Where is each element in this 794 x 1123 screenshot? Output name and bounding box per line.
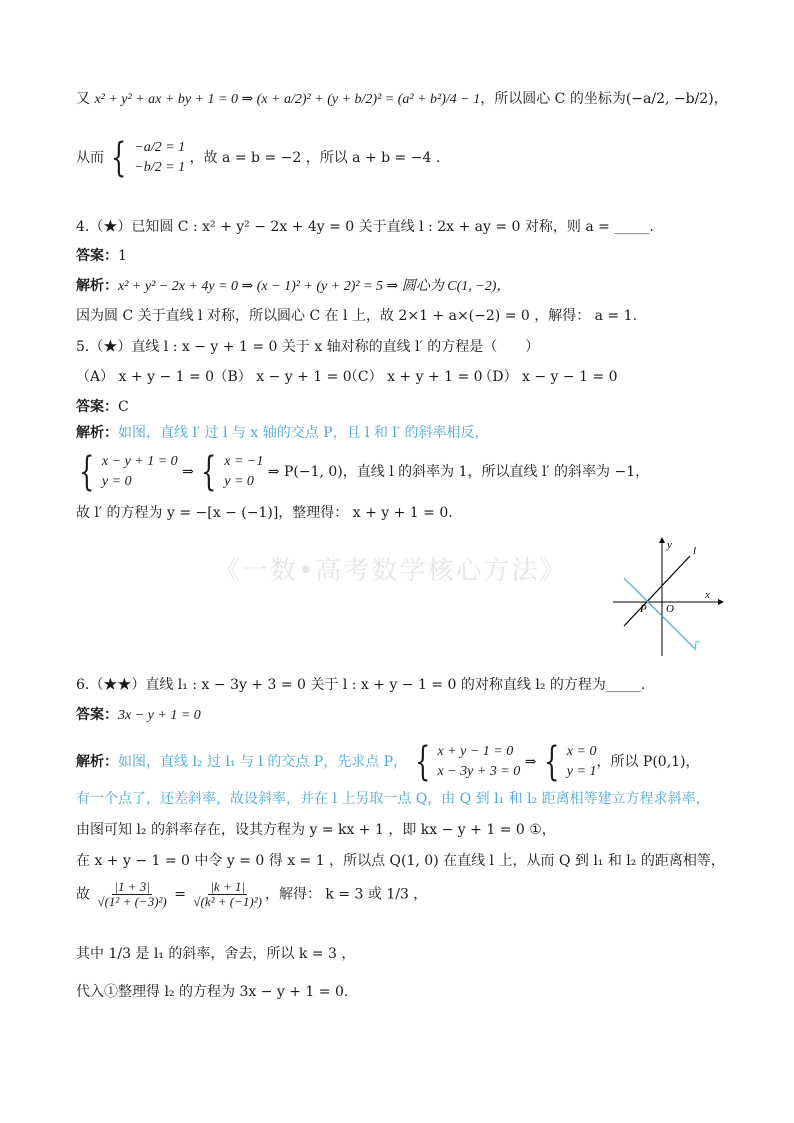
q5-option-a: （A） x + y − 1 = 0 <box>76 369 215 385</box>
q6-sol-5-tail: ，解得： k = 3 或 1/3 ， <box>264 886 428 903</box>
q6-answer-value: 3x − y + 1 = 0 <box>118 708 201 723</box>
watermark: 《一数•高考数学核心方法》 <box>214 556 568 586</box>
implies-icon: ⇒ <box>182 464 194 480</box>
q5-sol-label: 解析： <box>76 425 118 441</box>
q4-solution-1 <box>76 277 510 296</box>
q6-answer <box>76 706 201 725</box>
q6-sol-5-lead: 故 <box>76 886 90 903</box>
q6-solution-hint-2: 有一个点了，还差斜率，故设斜率，并在 l 上另取一点 Q，由 Q 到 l₁ 和 l₂ 距离相等建立方程求斜率， <box>76 791 710 807</box>
q5-system-a <box>102 452 178 492</box>
implies-icon: ⇒ <box>524 754 537 770</box>
q6-solution-7: 代入①整理得 l₂ 的方程为 3x − y + 1 = 0. <box>76 984 349 1000</box>
top-line-2-lead: 从而 <box>76 150 104 166</box>
line-l-label: l <box>693 545 697 557</box>
origin-label: O <box>666 603 674 615</box>
q5-stem: 5.（★）直线 l : x − y + 1 = 0 关于 x 轴对称的直线 l′ 的方程是（ ） <box>76 339 540 355</box>
q4-answer-label: 答案： <box>76 248 118 264</box>
q5-answer-value: C <box>118 399 129 415</box>
q5-system-b <box>224 452 263 492</box>
q6-solution-4: 在 x + y − 1 = 0 中令 y = 0 得 x = 1 ，所以点 Q(1, 0) 在直线 l 上，从而 Q 到 l₁ 和 l₂ 的距离相等， <box>76 853 725 869</box>
q6-solution-1 <box>76 739 700 785</box>
q6-system-b-row-1: x = 0 <box>566 744 597 759</box>
system-ab-row-1: −a/2 = 1 <box>134 140 186 155</box>
brace-icon: { <box>414 739 430 785</box>
q5-system-a-row-2: y = 0 <box>101 474 132 489</box>
system-ab-row-2: −b/2 = 1 <box>134 160 186 175</box>
q5-figure <box>610 536 725 661</box>
q6-solution-3: 由图可知 l₂ 的斜率存在，设其方程为 y = kx + 1 ，即 kx − y + 1 = 0 ①， <box>76 822 556 838</box>
fraction-1-denominator: √(1² + (−3)²) <box>97 894 167 909</box>
q4-stem: 4.（★）已知圆 C : x² + y² − 2x + 4y = 0 关于直线 l : 2x + ay = 0 对称，则 a = _____. <box>76 219 654 235</box>
q5-system-b-row-2: y = 0 <box>224 474 254 489</box>
q4-sol-label: 解析： <box>76 278 118 294</box>
fraction-1 <box>95 880 168 909</box>
q5-answer-label: 答案： <box>76 399 118 415</box>
q6-solution-5: 故 $\frac{|1 + 3|}{\text{√(1² + (−3)²)}}$ = $\frac{|k + 1|}{\text{√(k² + (−1)²)}}$ ，解得： k = 3 或 1/3 ， <box>76 879 428 909</box>
q6-answer-label: 答案： <box>76 707 118 723</box>
brace-icon: { <box>111 135 127 181</box>
q5-option-d: （D） x − y − 1 = 0 <box>478 369 618 385</box>
fraction-1-numerator: |1 + 3| <box>114 879 150 894</box>
q6-sol-after-system: ，所以 P(0,1)， <box>596 754 700 770</box>
top-line-1-equation: x² + y² + ax + by + 1 = 0 ⇒ (x + a/2)² + (y + b/2)² = (a² + b²)/4 − 1 <box>94 92 481 107</box>
q5-answer <box>76 398 129 416</box>
brace-icon: { <box>201 449 217 495</box>
y-axis-arrow-icon <box>659 537 665 543</box>
fraction-2-denominator: √(k² + (−1)²) <box>193 894 262 909</box>
q5-options <box>76 368 618 386</box>
fraction-2-numerator: |k + 1| <box>210 879 246 894</box>
q5-solution-3: 故 l′ 的方程为 y = −[x − (−1)]，整理得： x + y + 1 = 0. <box>76 505 453 521</box>
point-p-label: P <box>640 603 647 615</box>
q6-solution-6: 其中 1/3 是 l₁ 的斜率，舍去，所以 k = 3 ， <box>76 946 356 962</box>
q6-system-b-row-2: y = 1 <box>566 764 597 779</box>
x-axis-arrow-icon <box>718 599 724 605</box>
q5-sol-hint: 如图，直线 l′ 过 l 与 x 轴的交点 P，且 l 和 l′ 的斜率相反， <box>118 425 489 441</box>
x-axis-label: x <box>705 589 710 601</box>
q6-sol-label: 解析： <box>76 754 118 770</box>
top-line-2-tail: ，故 a = b = −2 ，所以 a + b = −4 . <box>189 150 441 166</box>
q6-system-b <box>567 742 597 782</box>
line-l-prime-label: l′ <box>694 639 700 651</box>
brace-icon: { <box>79 449 95 495</box>
q5-solution-2 <box>76 449 650 495</box>
q6-system-a-row-1: x + y − 1 = 0 <box>437 744 514 759</box>
q5-option-b: （B） x − y + 1 = 0 <box>213 369 352 385</box>
fraction-2 <box>191 880 264 909</box>
brace-icon: { <box>543 739 560 785</box>
q4-solution-2: 因为圆 C 关于直线 l 对称，所以圆心 C 在 l 上，故 2×1 + a×(−2) = 0 ，解得： a = 1. <box>76 308 638 324</box>
y-axis-label: y <box>667 539 672 551</box>
q6-stem: 6.（★★）直线 l₁ : x − 3y + 3 = 0 关于 l : x + y − 1 = 0 的对称直线 l₂ 的方程为_____. <box>76 677 646 693</box>
line-l <box>624 556 690 626</box>
q5-system-a-row-1: x − y + 1 = 0 <box>101 454 178 469</box>
q6-sol-hint-1: 如图，直线 l₂ 过 l₁ 与 l 的交点 P，先求点 P， <box>118 754 408 770</box>
q5-sol-mid: ⇒ P(−1, 0)，直线 l 的斜率为 1，所以直线 l′ 的斜率为 −1， <box>267 464 650 480</box>
q5-solution-1 <box>76 424 489 442</box>
q4-answer-value: 1 <box>118 248 127 264</box>
top-line-1-tail: ，所以圆心 C 的坐标为(−a/2, −b/2)， <box>480 91 728 107</box>
q5-option-c: （C） x + y + 1 = 0 <box>343 369 483 385</box>
q4-sol-1-text: x² + y² − 2x + 4y = 0 ⇒ (x − 1)² + (y + 2)² = 5 ⇒ 圆心为 C(1, −2)， <box>118 279 511 294</box>
q5-system-b-row-1: x = −1 <box>224 454 264 469</box>
system-ab <box>134 138 185 178</box>
q4-answer <box>76 247 127 265</box>
q6-system-a <box>437 742 520 782</box>
q6-system-a-row-2: x − 3y + 3 = 0 <box>437 764 521 779</box>
top-line-2 <box>76 135 441 181</box>
top-line-1 <box>76 90 728 109</box>
top-line-1-lead: 又 <box>76 91 90 107</box>
